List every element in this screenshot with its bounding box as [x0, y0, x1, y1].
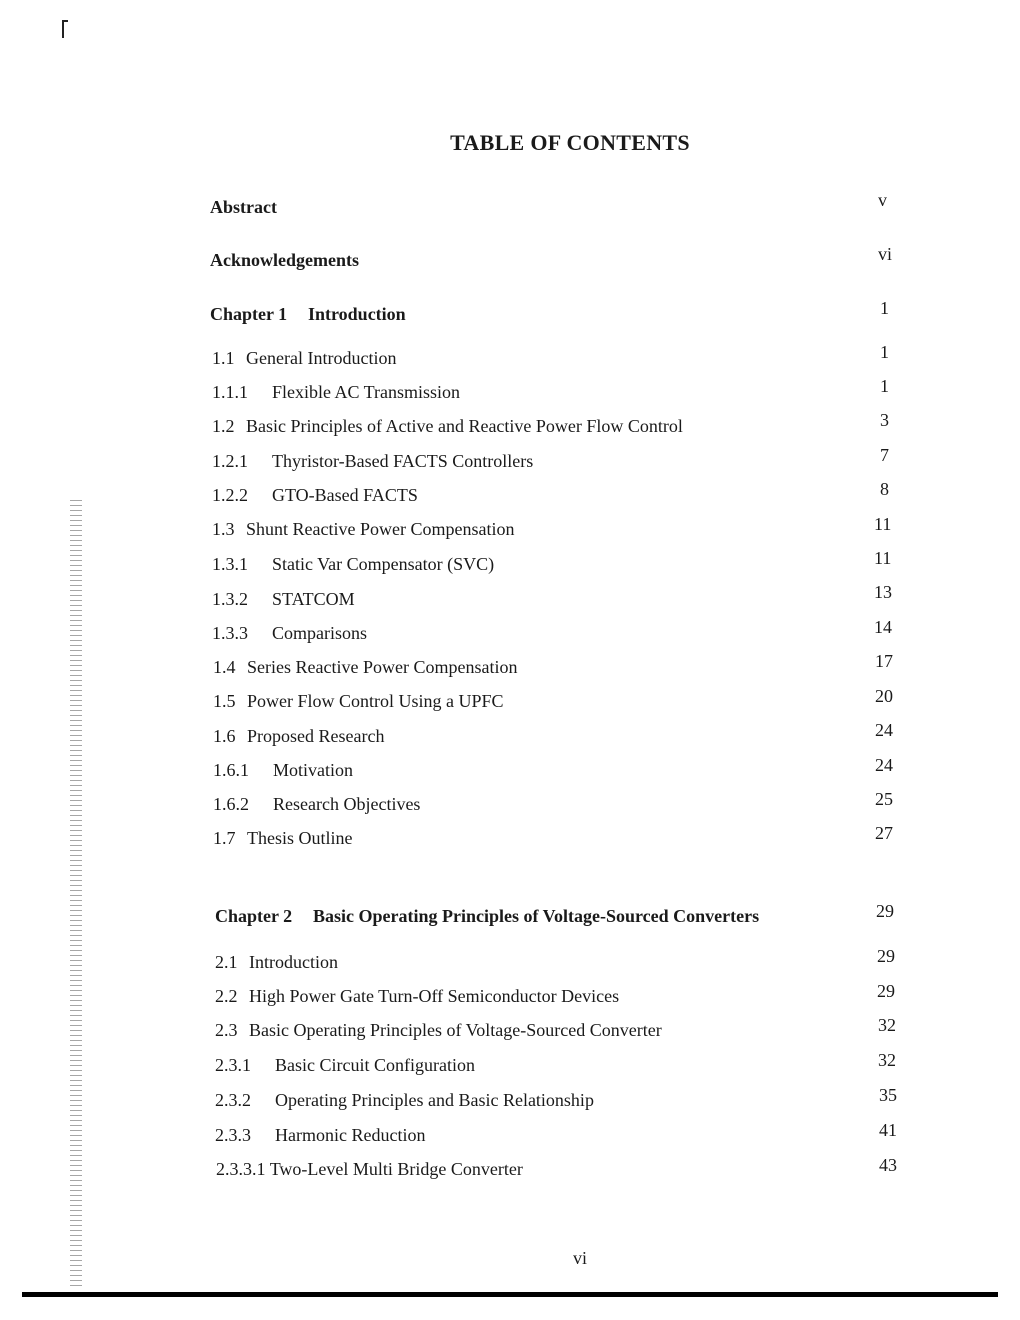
toc-entry-label: Comparisons	[272, 623, 368, 643]
toc-entry-label: GTO-Based FACTS	[272, 485, 418, 505]
toc-page-number: 25	[875, 789, 893, 809]
toc-page-number: 1	[880, 376, 889, 396]
toc-page-number: 17	[875, 651, 893, 671]
toc-page-number: 11	[874, 548, 892, 568]
toc-chapter-1[interactable]	[210, 304, 406, 325]
toc-entry-number: 1.3.2	[212, 589, 248, 609]
page-title: TABLE OF CONTENTS	[450, 130, 690, 155]
toc-chapter-2[interactable]	[215, 906, 759, 927]
toc-entry-1-2-1[interactable]	[212, 451, 533, 472]
toc-page-number: 7	[880, 445, 889, 465]
toc-entry-label: Basic Circuit Configuration	[275, 1055, 475, 1075]
toc-entry-number: 1.1.1	[212, 382, 248, 402]
toc-entry-label: Introduction	[249, 952, 338, 972]
toc-entry-2-2[interactable]	[215, 986, 619, 1007]
toc-entry-1-7[interactable]	[213, 828, 353, 849]
toc-entry-number: 1.3.3	[212, 623, 248, 643]
toc-page-number: 24	[875, 755, 893, 775]
toc-entry-label: Series Reactive Power Compensation	[247, 657, 518, 677]
toc-entry-2-3-1[interactable]	[215, 1055, 475, 1076]
toc-page-number: 35	[879, 1085, 897, 1105]
toc-entry-label: Acknowledgements	[210, 250, 359, 270]
toc-entry-label: Research Objectives	[273, 794, 421, 814]
toc-entry-label: General Introduction	[246, 348, 397, 368]
toc-page-number: 43	[879, 1155, 897, 1175]
toc-entry-1-6-2[interactable]	[213, 794, 420, 815]
toc-entry-1-3-1[interactable]	[212, 554, 494, 575]
toc-page-number: 41	[879, 1120, 897, 1140]
footer-page-number: vi	[572, 1248, 587, 1268]
toc-entry-1-1[interactable]	[212, 348, 396, 369]
toc-entry-label: Basic Operating Principles of Voltage-Sourced Converter	[249, 1020, 662, 1040]
toc-page-number: 8	[880, 479, 889, 499]
toc-entry-1-1-1[interactable]	[212, 382, 460, 403]
toc-entry-label: Introduction	[308, 304, 406, 324]
toc-entry-1-3-3[interactable]	[212, 623, 367, 644]
toc-entry-abstract[interactable]	[210, 197, 277, 218]
toc-entry-label: Basic Principles of Active and Reactive Power Flow Control	[246, 416, 683, 436]
toc-entry-1-2[interactable]	[212, 416, 683, 437]
toc-page-number: vi	[878, 244, 893, 264]
toc-page-number: 13	[874, 582, 892, 602]
toc-entry-label: Flexible AC Transmission	[272, 382, 461, 402]
toc-entry-number: 1.2.2	[212, 485, 248, 505]
toc-entry-number: 1.6.2	[213, 794, 249, 814]
toc-entry-label: High Power Gate Turn-Off Semiconductor Devices	[249, 986, 620, 1006]
toc-entry-number: 1.1	[212, 348, 235, 368]
toc-entry-number: 2.3.3	[215, 1125, 251, 1145]
toc-page-number: v	[878, 190, 887, 210]
toc-entry-number: 2.3.2	[215, 1090, 251, 1110]
toc-page-number: 29	[876, 901, 894, 921]
toc-page-number: 1	[880, 342, 889, 362]
toc-entry-label: Thesis Outline	[247, 828, 353, 848]
toc-entry-number: 2.1	[215, 952, 238, 972]
toc-entry-2-1[interactable]	[215, 952, 338, 973]
toc-entry-label: STATCOM	[272, 589, 355, 609]
toc-entry-2-3-2[interactable]	[215, 1090, 594, 1111]
bottom-rule	[22, 1292, 998, 1297]
toc-entry-label: Motivation	[273, 760, 353, 780]
toc-page-number: 32	[878, 1050, 896, 1070]
toc-entry-number: 1.7	[213, 828, 236, 848]
toc-entry-label: Harmonic Reduction	[275, 1125, 426, 1145]
toc-entry-2-3-3-1[interactable]	[216, 1159, 523, 1180]
toc-page-number: 11	[874, 514, 892, 534]
toc-entry-label: Basic Operating Principles of Voltage-Sourced Converters	[313, 906, 760, 926]
toc-page-number: 32	[878, 1015, 896, 1035]
scan-corner-mark	[62, 20, 64, 38]
toc-entry-1-6-1[interactable]	[213, 760, 353, 781]
toc-page-number: 20	[875, 686, 893, 706]
toc-entry-number: 1.6.1	[213, 760, 249, 780]
toc-page-number: 3	[880, 410, 889, 430]
scan-edge-noise	[70, 500, 82, 1290]
toc-entry-1-4[interactable]	[213, 657, 517, 678]
toc-entry-1-3[interactable]	[212, 519, 514, 540]
toc-entry-number: 2.2	[215, 986, 238, 1006]
toc-entry-number: 1.2.1	[212, 451, 248, 471]
toc-entry-number: 2.3.1	[215, 1055, 251, 1075]
toc-entry-number: 2.3	[215, 1020, 238, 1040]
toc-entry-2-3[interactable]	[215, 1020, 662, 1041]
toc-entry-label: Thyristor-Based FACTS Controllers	[272, 451, 534, 471]
toc-entry-1-5[interactable]	[213, 691, 504, 712]
toc-entry-number: 1.3	[212, 519, 235, 539]
toc-page-number: 1	[880, 298, 889, 318]
toc-entry-1-3-2[interactable]	[212, 589, 355, 610]
toc-entry-number: 1.6	[213, 726, 236, 746]
toc-page-number: 24	[875, 720, 893, 740]
toc-entry-label: Power Flow Control Using a UPFC	[247, 691, 504, 711]
toc-entry-acknowledgements[interactable]	[210, 250, 359, 271]
toc-entry-label: Shunt Reactive Power Compensation	[246, 519, 515, 539]
toc-entry-number: 1.2	[212, 416, 235, 436]
toc-entry-number: Chapter 1	[210, 304, 288, 324]
toc-entry-1-2-2[interactable]	[212, 485, 418, 506]
toc-page-number: 27	[875, 823, 893, 843]
toc-page-number: 29	[877, 946, 895, 966]
toc-page-number: 14	[874, 617, 892, 637]
toc-entry-label: Proposed Research	[247, 726, 385, 746]
toc-entry-2-3-3[interactable]	[215, 1125, 425, 1146]
toc-entry-number: 1.3.1	[212, 554, 248, 574]
toc-entry-label: Two-Level Multi Bridge Converter	[269, 1159, 523, 1179]
toc-entry-number: 1.5	[213, 691, 236, 711]
toc-page-number: 29	[877, 981, 895, 1001]
toc-entry-number: 1.4	[213, 657, 236, 677]
toc-entry-label: Operating Principles and Basic Relationship	[275, 1090, 594, 1110]
scan-corner-mark-tick	[62, 20, 68, 22]
toc-entry-number: 2.3.3.1	[216, 1159, 266, 1179]
toc-entry-number: Chapter 2	[215, 906, 293, 926]
toc-entry-1-6[interactable]	[213, 726, 384, 747]
toc-entry-label: Static Var Compensator (SVC)	[272, 554, 495, 574]
toc-entry-label: Abstract	[210, 197, 277, 217]
